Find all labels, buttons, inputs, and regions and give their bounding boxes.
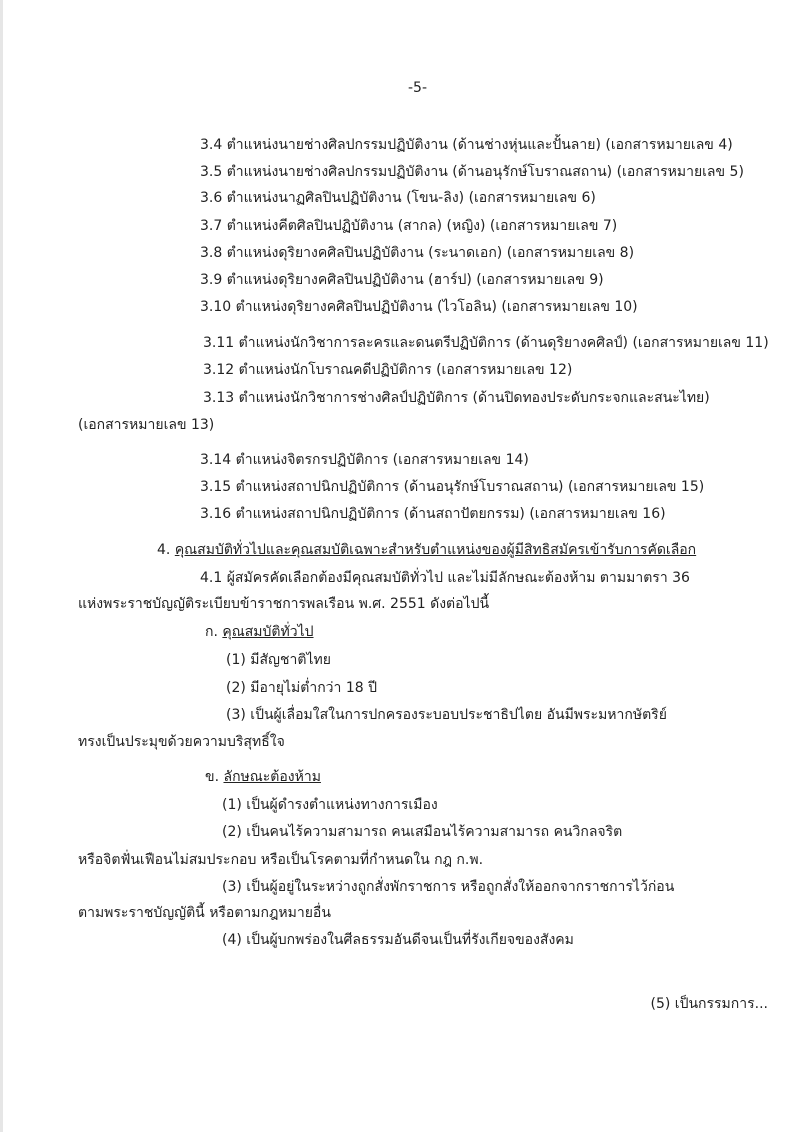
page-number: -5- bbox=[408, 80, 428, 96]
position-item: 3.14 ตำแหน่งจิตรกรปฏิบัติการ (เอกสารหมายเลข 14) bbox=[200, 452, 529, 468]
position-item: 3.6 ตำแหน่งนาฏศิลปินปฏิบัติงาน (โขน-ลิง) (เอกสารหมายเลข 6) bbox=[200, 190, 596, 206]
position-item: 3.10 ตำแหน่งดุริยางคศิลปินปฏิบัติงาน (ไวโอลิน) (เอกสารหมายเลข 10) bbox=[200, 299, 638, 315]
subheading-general bbox=[205, 622, 314, 642]
position-item: 3.16 ตำแหน่งสถาปนิกปฏิบัติการ (ด้านสถาปัตยกรรม) (เอกสารหมายเลข 16) bbox=[200, 506, 666, 522]
prohibited-item: (1) เป็นผู้ดำรงตำแหน่งทางการเมือง bbox=[222, 797, 438, 813]
position-item: 3.7 ตำแหน่งคีตศิลปินปฏิบัติงาน (สากล) (หญิง) (เอกสารหมายเลข 7) bbox=[200, 218, 618, 234]
position-item: 3.11 ตำแหน่งนักวิชาการละครและดนตรีปฏิบัติการ (ด้านดุริยางคศิลป์) (เอกสารหมายเลข 11) bbox=[203, 335, 769, 351]
section-4-heading bbox=[157, 540, 696, 560]
subheading-title: คุณสมบัติทั่วไป bbox=[222, 624, 314, 640]
section-number: 4. bbox=[157, 542, 175, 558]
position-item-continuation: (เอกสารหมายเลข 13) bbox=[78, 417, 215, 433]
general-item: (1) มีสัญชาติไทย bbox=[226, 652, 331, 668]
position-item: 3.12 ตำแหน่งนักโบราณคดีปฏิบัติการ (เอกสารหมายเลข 12) bbox=[203, 362, 573, 378]
prohibited-item: (4) เป็นผู้บกพร่องในศีลธรรมอันดีจนเป็นที่รังเกียจของสังคม bbox=[222, 932, 574, 948]
position-item: 3.9 ตำแหน่งดุริยางคศิลปินปฏิบัติงาน (ฮาร์ป) (เอกสารหมายเลข 9) bbox=[200, 272, 604, 288]
subheading-prefix: ก. bbox=[205, 624, 223, 640]
paragraph-4-1: 4.1 ผู้สมัครคัดเลือกต้องมีคุณสมบัติทั่วไป และไม่มีลักษณะต้องห้าม ตามมาตรา 36 bbox=[200, 570, 690, 586]
scan-edge bbox=[0, 0, 3, 1132]
position-item: 3.4 ตำแหน่งนายช่างศิลปกรรมปฏิบัติงาน (ด้านช่างหุ่นและปั้นลาย) (เอกสารหมายเลข 4) bbox=[200, 137, 733, 153]
continuation-marker: (5) เป็นกรรมการ... bbox=[650, 996, 768, 1012]
paragraph-4-1-cont: แห่งพระราชบัญญัติระเบียบข้าราชการพลเรือน พ.ศ. 2551 ดังต่อไปนี้ bbox=[78, 596, 490, 612]
position-item: 3.13 ตำแหน่งนักวิชาการช่างศิลป์ปฏิบัติการ (ด้านปิดทองประดับกระจกและสนะไทย) bbox=[203, 390, 710, 406]
prohibited-item: (3) เป็นผู้อยู่ในระหว่างถูกสั่งพักราชการ หรือถูกสั่งให้ออกจากราชการไว้ก่อน bbox=[222, 879, 675, 895]
subheading-prohibited bbox=[205, 767, 321, 787]
position-item: 3.8 ตำแหน่งดุริยางคศิลปินปฏิบัติงาน (ระนาดเอก) (เอกสารหมายเลข 8) bbox=[200, 245, 635, 261]
subheading-title: ลักษณะต้องห้าม bbox=[223, 769, 321, 785]
position-item: 3.15 ตำแหน่งสถาปนิกปฏิบัติการ (ด้านอนุรักษ์โบราณสถาน) (เอกสารหมายเลข 15) bbox=[200, 479, 705, 495]
section-title: คุณสมบัติทั่วไปและคุณสมบัติเฉพาะสำหรับตำแหน่งของผู้มีสิทธิสมัครเข้ารับการคัดเลือก bbox=[174, 542, 697, 558]
general-item: (3) เป็นผู้เลื่อมใสในการปกครองระบอบประชาธิปไตย อันมีพระมหากษัตริย์ bbox=[226, 707, 667, 723]
prohibited-item-cont: ตามพระราชบัญญัตินี้ หรือตามกฎหมายอื่น bbox=[78, 905, 331, 921]
general-item-cont: ทรงเป็นประมุขด้วยความบริสุทธิ์ใจ bbox=[78, 734, 285, 750]
prohibited-item: (2) เป็นคนไร้ความสามารถ คนเสมือนไร้ความสามารถ คนวิกลจริต bbox=[222, 824, 623, 840]
position-item: 3.5 ตำแหน่งนายช่างศิลปกรรมปฏิบัติงาน (ด้านอนุรักษ์โบราณสถาน) (เอกสารหมายเลข 5) bbox=[200, 164, 744, 180]
general-item: (2) มีอายุไม่ต่ำกว่า 18 ปี bbox=[226, 680, 378, 696]
prohibited-item-cont: หรือจิตฟั่นเฟือนไม่สมประกอบ หรือเป็นโรคตามที่กำหนดใน กฎ ก.พ. bbox=[78, 852, 484, 868]
subheading-prefix: ข. bbox=[205, 769, 224, 785]
